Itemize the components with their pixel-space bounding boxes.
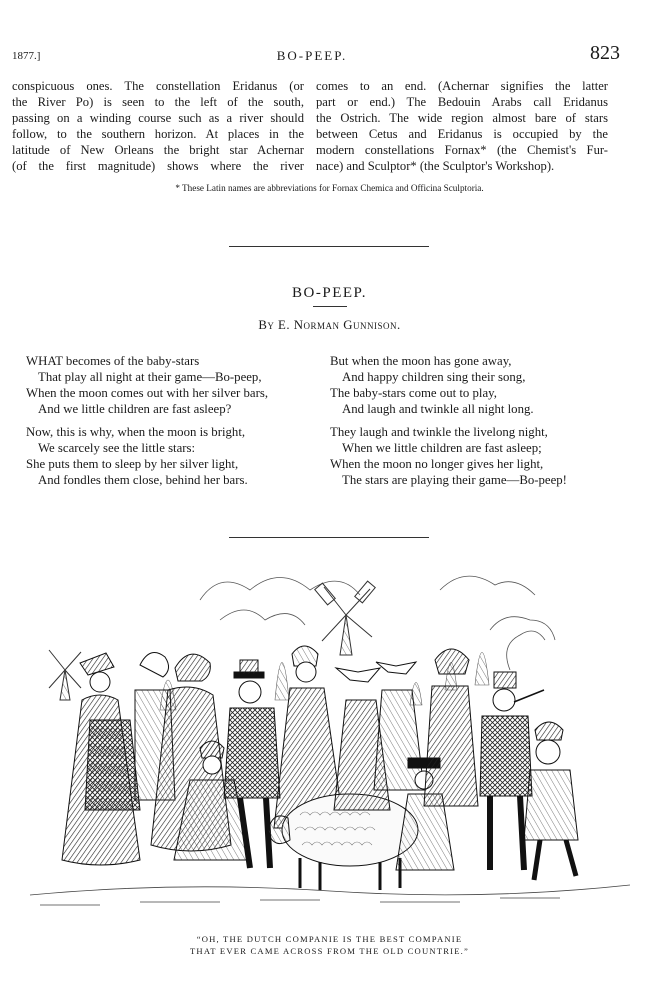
illustration-caption-line-1: “OH, THE DUTCH COMPANIE IS THE BEST COMPANIE: [196, 934, 463, 944]
sky-swirls: [200, 576, 555, 670]
poem-line: When the moon comes out with her silver bars,: [26, 386, 269, 400]
text-line: the Ostrich. The wide region almost bare of stars: [316, 111, 608, 125]
poem-stanza-3: [330, 353, 534, 417]
previous-article-right-column: [316, 78, 608, 174]
text-line: the River Po) is seen to the left of the south,: [12, 95, 304, 109]
poem-line: We scarcely see the little stars:: [38, 441, 196, 455]
poem-line: But when the moon has gone away,: [330, 354, 512, 368]
header-page-number: 823: [590, 42, 620, 64]
text-line: between Cetus and Eridanus is occupied by the: [316, 127, 608, 141]
poem-line: The baby-stars come out to play,: [330, 386, 497, 400]
text-line: (of the first magnitude) shows where the river: [12, 159, 304, 173]
text-line: modern constellations Fornax* (the Chemist's Fur-: [316, 143, 608, 157]
poem-line: When we little children are fast asleep;: [342, 441, 542, 455]
text-line: part or end.) The Bedouin Arabs call Eridanus: [316, 95, 608, 109]
header-running-title: BO-PEEP.: [276, 48, 348, 63]
text-line: follow, to the southern horizon. At places in the: [12, 127, 304, 141]
section-divider: [229, 537, 429, 538]
poem-line: And happy children sing their song,: [342, 370, 526, 384]
poem-byline: By E. Norman Gunnison.: [258, 318, 401, 332]
poem-line: WHAT becomes of the baby-stars: [26, 354, 200, 368]
title-underline: [313, 306, 347, 307]
section-divider: [229, 246, 429, 247]
previous-article-left-column: [12, 78, 304, 174]
text-line: nace) and Sculptor* (the Sculptor's Workshop).: [316, 159, 555, 173]
children-figures: [62, 646, 578, 890]
text-line: latitude of New Orleans the bright star Achernar: [12, 143, 304, 157]
poem-line: The stars are playing their game—Bo-peep!: [342, 473, 567, 487]
text-line: conspicuous ones. The constellation Eridanus (or: [12, 79, 304, 93]
poem-title: BO-PEEP.: [292, 285, 367, 301]
poem-stanza-4: [330, 424, 567, 488]
illustration-caption-line-2: THAT EVER CAME ACROSS FROM THE OLD COUNTRIE.”: [189, 946, 470, 956]
text-line: passing on a winding course such as a river should: [12, 111, 304, 125]
poem-line: And laugh and twinkle all night long.: [342, 402, 534, 416]
poem-line: Now, this is why, when the moon is bright,: [26, 425, 246, 439]
poem-stanza-2: [26, 424, 248, 488]
text-line: comes to an end. (Achernar signifies the latter: [316, 79, 608, 93]
poem-line: And we little children are fast asleep?: [38, 402, 232, 416]
poem-line: When the moon no longer gives her light,: [330, 457, 544, 471]
footnote: * These Latin names are abbreviations for Fornax Chemica and Officina Sculptoria.: [175, 183, 484, 193]
dutch-procession-illustration: [20, 560, 640, 920]
poem-line: And fondles them close, behind her bars.: [38, 473, 248, 487]
running-header: [12, 42, 620, 68]
poem-line: She puts them to sleep by her silver light,: [26, 457, 239, 471]
poem-line: They laugh and twinkle the livelong night,: [330, 425, 548, 439]
poem-stanza-1: [26, 353, 268, 417]
poem-line: That play all night at their game—Bo-peep,: [38, 370, 262, 384]
ground-shading: [30, 885, 630, 905]
header-year: 1877.]: [12, 50, 41, 62]
